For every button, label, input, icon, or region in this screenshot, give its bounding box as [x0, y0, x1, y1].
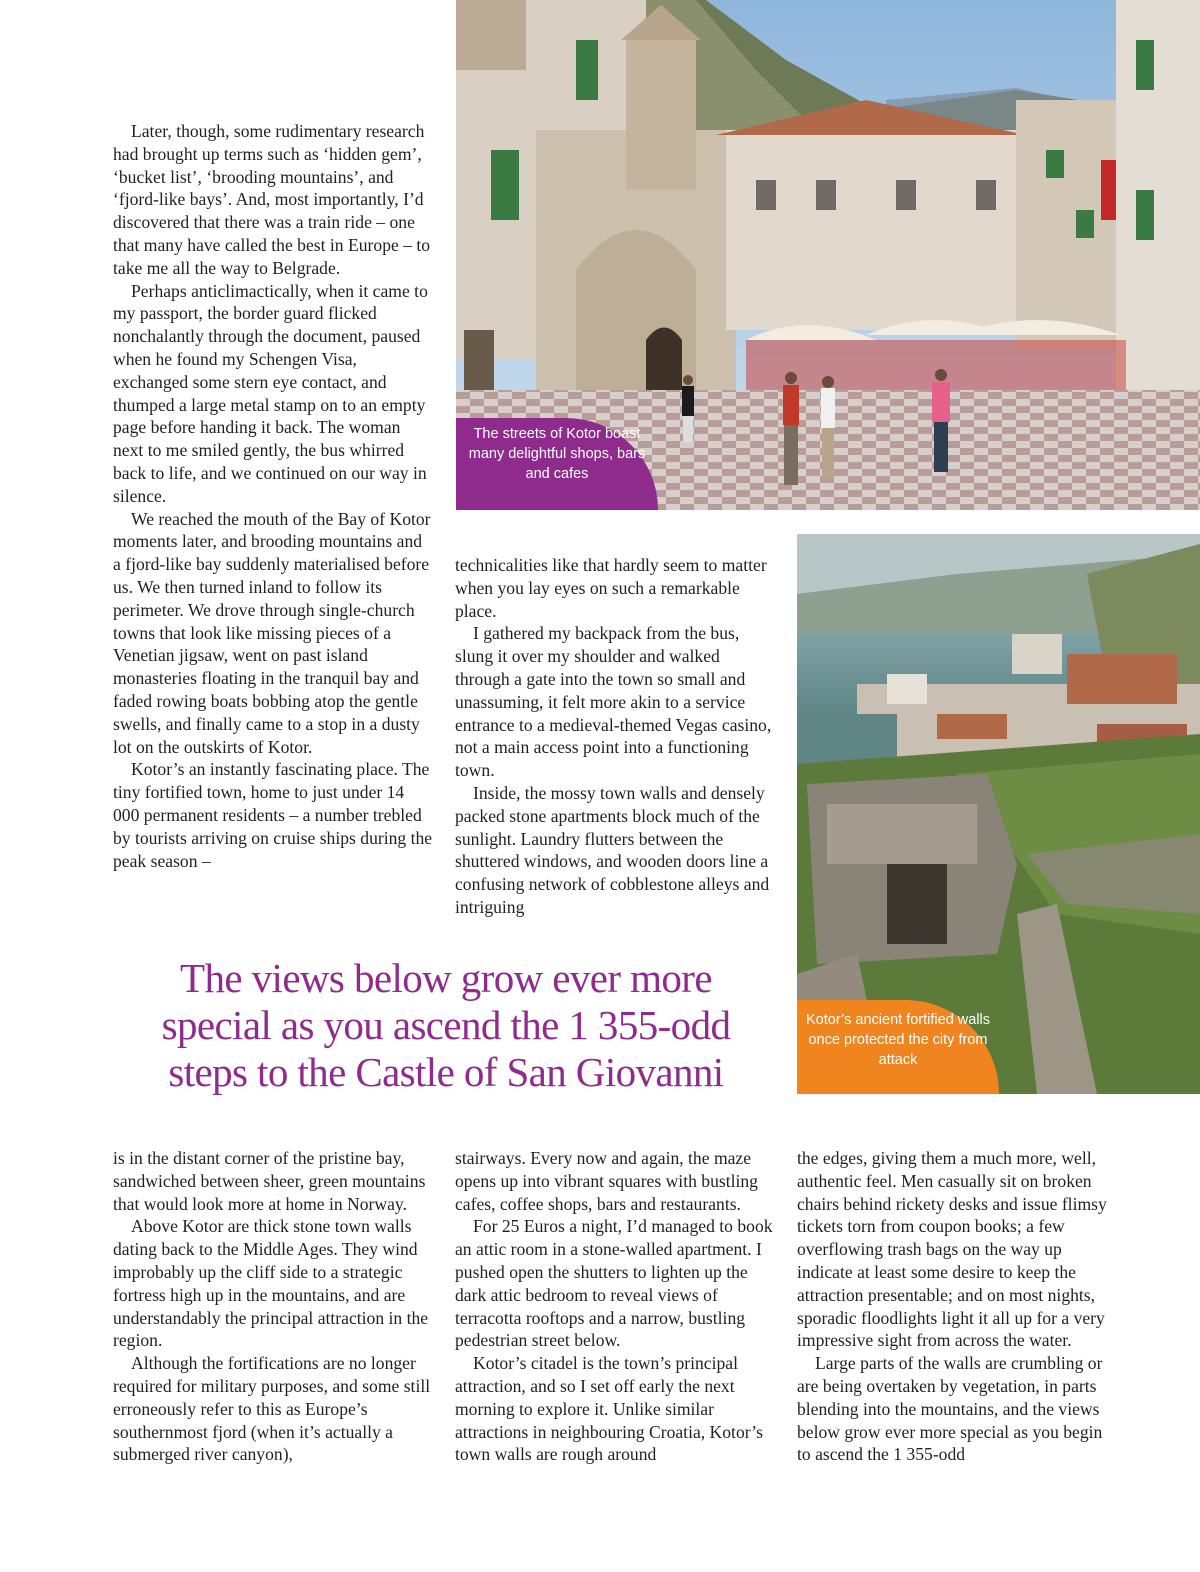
column-bottom-middle — [455, 1147, 777, 1466]
column-top-left — [113, 120, 433, 872]
pull-quote-line: The views below grow ever more — [180, 955, 712, 1001]
paragraph: Perhaps anticlimactically, when it came to my passport, the border guard flicked nonchalantly through the document, paused when he found my Schengen Visa, exchanged some stern eye contact, and thumped a large metal stamp on to an empty page before handing it back. The woman next to me smiled gently, the bus whirred back to life, and we continued on our way in silence. — [113, 280, 428, 506]
caption-walls: Kotor’s ancient fortified walls once protected the city from attack — [797, 1000, 999, 1094]
column-top-middle — [455, 554, 777, 919]
paragraph: Kotor’s citadel is the town’s principal attraction, and so I set off early the next morning to explore it. Unlike similar attractions in neighbouring Croatia, Kotor’s town walls are rough around — [455, 1353, 763, 1465]
paragraph: Although the fortifications are no longer required for military purposes, and some still erroneously refer to this as Europe’s southernmost fjord (when it’s actually a submerged river canyon), — [113, 1353, 431, 1465]
paragraph: stairways. Every now and again, the maze opens up into vibrant squares with bustling cafes, coffee shops, bars and restaurants. — [455, 1148, 758, 1214]
paragraph: We reached the mouth of the Bay of Kotor moments later, and brooding mountains and a fjord-like bay suddenly materialised before us. We then turned inland to follow its perimeter. We drove through single-church towns that look like missing pieces of a Venetian jigsaw, went on past island monasteries floating in the tranquil bay and faded rowing boats bobbing atop the gentle swells, and finally came to a stop in a dusty lot on the outskirts of Kotor. — [113, 508, 431, 757]
paragraph: is in the distant corner of the pristine bay, sandwiched between sheer, green mountains that would look more at home in Norway. — [113, 1148, 426, 1214]
pull-quote-line: special as you ascend the 1 355-odd — [161, 1002, 731, 1048]
pull-quote — [112, 955, 780, 1096]
paragraph: Kotor’s an instantly fascinating place. The tiny fortified town, home to just under 14 000 permanent residents – a number trebled by tourists arriving on cruise ships during the peak season – — [113, 759, 433, 871]
paragraph: Above Kotor are thick stone town walls dating back to the Middle Ages. They wind improbably up the cliff side to a strategic fortress high up in the mountains, and are understandably the principal attraction in the region. — [113, 1216, 429, 1351]
paragraph: I gathered my backpack from the bus, slung it over my shoulder and walked through a gate into the town so small and unassuming, it felt more akin to a service entrance to a medieval-themed Vegas casino, not a main access point into a functioning town. — [455, 623, 772, 781]
paragraph: Later, though, some rudimentary research had brought up terms such as ‘hidden gem’, ‘bucket list’, ‘brooding mountains’, and ‘fjord-like bays’. And, most importantly, I’d discovered that there was a train ride – one that many have called the best in Europe – to take me all the way to Belgrade. — [113, 121, 431, 278]
paragraph: the edges, giving them a much more, well, authentic feel. Men casually sit on broken chairs behind rickety desks and issue flimsy tickets torn from coupon books; a few overflowing trash bags on the way up indicate at least some desire to keep the attraction presentable; and on most nights, sporadic floodlights light it all up for a very impressive sight from across the water. — [797, 1148, 1107, 1351]
paragraph: Inside, the mossy town walls and densely packed stone apartments block much of the sunlight. Laundry flutters between the shuttered windows, and wooden doors line a confusing network of cobblestone alleys and intriguing — [455, 782, 770, 917]
caption-streets: The streets of Kotor boast many delightful shops, bars and cafes — [456, 418, 658, 510]
paragraph: Large parts of the walls are crumbling or are being overtaken by vegetation, in parts blending into the mountains, and the views below grow ever more special as you begin to ascend the 1 355-odd — [797, 1353, 1103, 1465]
column-bottom-right — [797, 1147, 1117, 1466]
column-bottom-left — [113, 1147, 433, 1466]
pull-quote-line: steps to the Castle of San Giovanni — [168, 1049, 724, 1095]
paragraph: For 25 Euros a night, I’d managed to book an attic room in a stone-walled apartment. I pushed open the shutters to lighten up the dark attic bedroom to reveal views of terracotta rooftops and a narrow, bustling pedestrian street below. — [455, 1216, 773, 1351]
paragraph: technicalities like that hardly seem to matter when you lay eyes on such a remarkable place. — [455, 555, 767, 621]
